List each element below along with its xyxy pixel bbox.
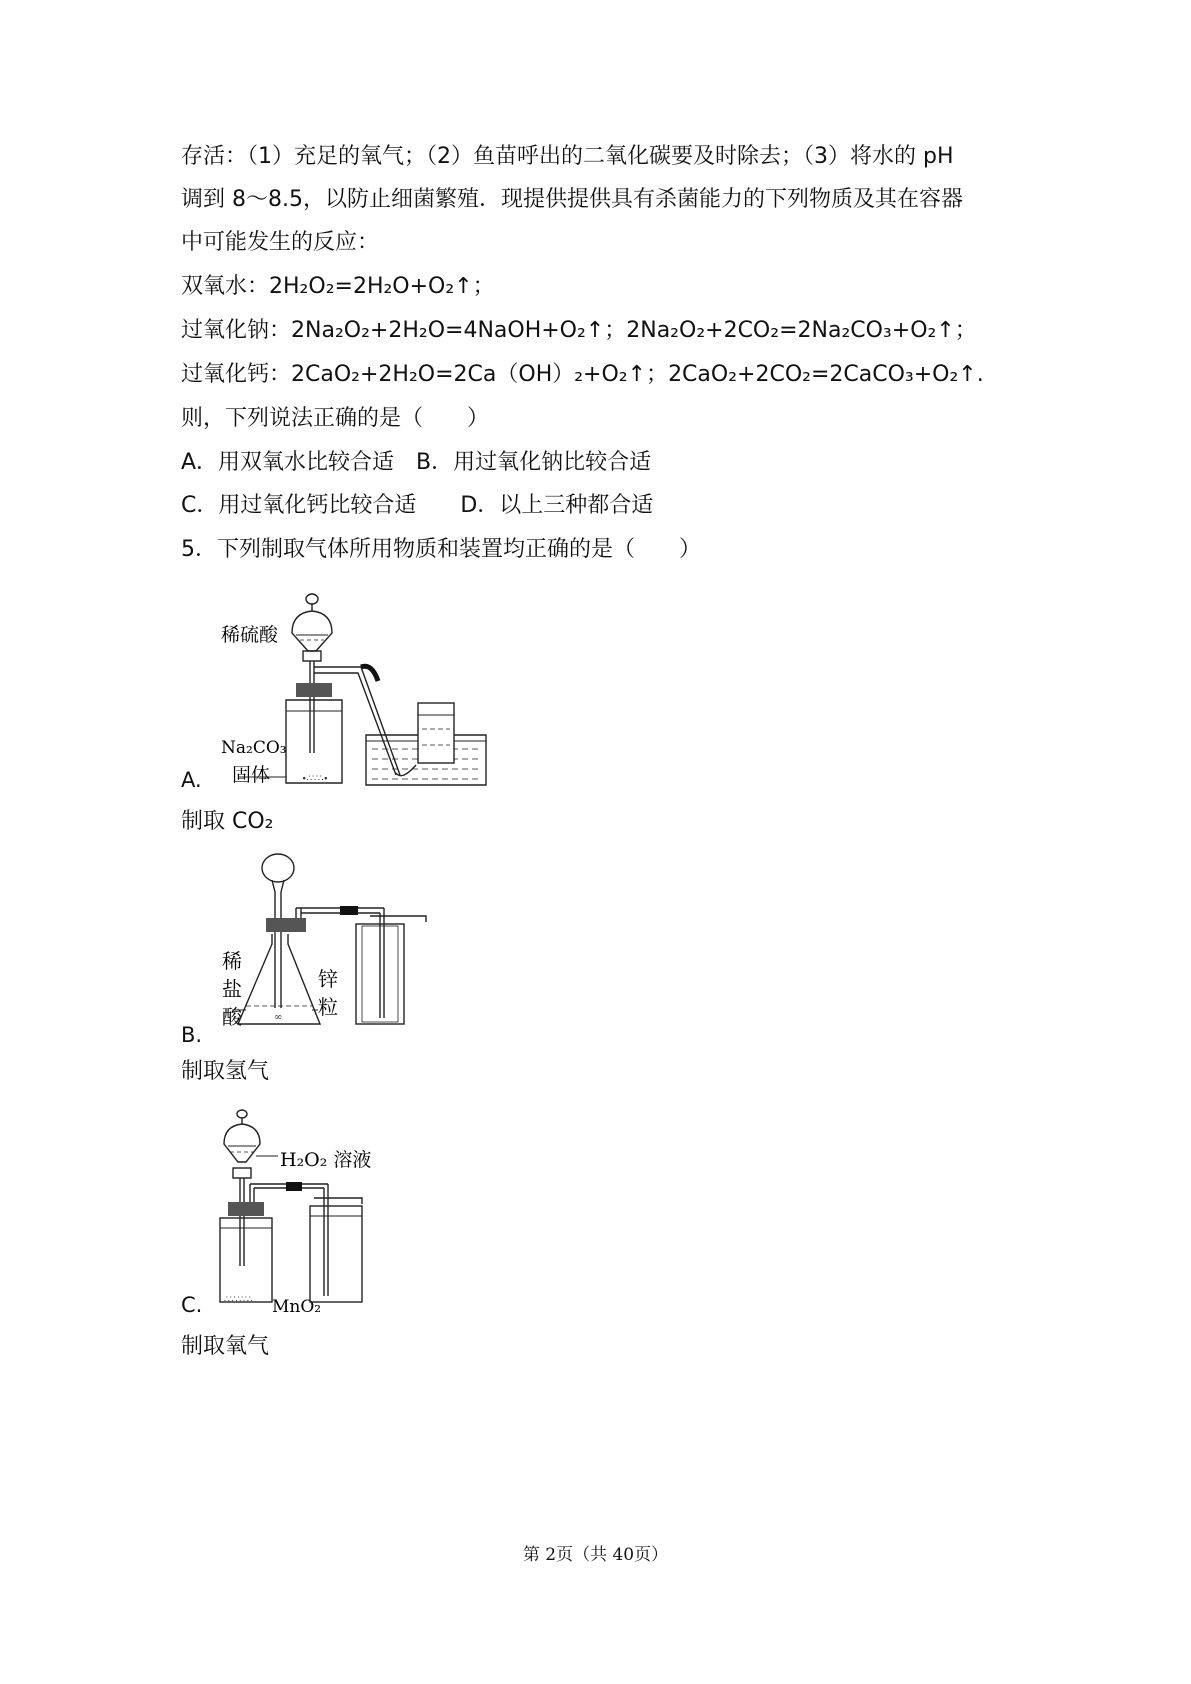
option-c-letter: C. bbox=[181, 1293, 203, 1317]
svg-text:∙∴∵∴∙: ∙∴∵∴∙ bbox=[302, 774, 329, 784]
paragraph-line-2: 调到 8～8.5，以防止细菌繁殖．现提供提供具有杀菌能力的下列物质及其在容器 bbox=[181, 187, 963, 212]
paragraph-line-1: 存活：（1）充足的氧气；（2）鱼苗呼出的二氧化碳要及时除去；（3）将水的 pH bbox=[181, 144, 954, 169]
reaction-na2o2-label: 过氧化钠： bbox=[181, 318, 292, 343]
label-acid-char-3: 酸 bbox=[222, 1005, 242, 1029]
reaction-cao2 bbox=[181, 360, 984, 390]
label-na2co3: Na₂CO₃ bbox=[221, 738, 287, 758]
svg-text:∞: ∞ bbox=[274, 1012, 283, 1023]
label-zinc-char-2: 粒 bbox=[318, 995, 338, 1019]
label-zinc-char-1: 锌 bbox=[318, 967, 338, 991]
page-footer: 第 2页（共 40页） bbox=[522, 1545, 669, 1565]
label-dilute-sulfuric-acid: 稀硫酸 bbox=[221, 624, 279, 646]
option-b-letter: B. bbox=[181, 1023, 203, 1047]
reaction-cao2-label: 过氧化钙： bbox=[181, 362, 292, 387]
question-5-stem: 5．下列制取气体所用物质和装置均正确的是（ ） bbox=[181, 537, 701, 562]
reaction-h2o2 bbox=[181, 272, 495, 302]
svg-text:∴∵∴∵∴: ∴∵∴∵∴ bbox=[224, 1295, 253, 1305]
reaction-h2o2-equation: 2H₂O₂=2H₂O+O₂↑； bbox=[269, 274, 495, 299]
apparatus-c-figure bbox=[216, 1106, 416, 1316]
label-mno2: MnO₂ bbox=[272, 1297, 322, 1316]
question-4-options-row-1: A．用双氧水比较合适 B．用过氧化钠比较合适 bbox=[181, 450, 652, 475]
reaction-na2o2-equation-2: 2Na₂O₂+2CO₂=2Na₂CO₃+O₂↑； bbox=[626, 318, 977, 343]
option-c-caption: 制取氧气 bbox=[181, 1334, 270, 1359]
question-4-stem: 则，下列说法正确的是（ ） bbox=[181, 406, 490, 431]
question-4-options-row-2: C．用过氧化钙比较合适 D．以上三种都合适 bbox=[181, 493, 654, 518]
label-acid-char-1: 稀 bbox=[222, 949, 242, 973]
reaction-cao2-equation-2: 2CaO₂+2CO₂=2CaCO₃+O₂↑. bbox=[668, 362, 984, 387]
label-acid-char-2: 盐 bbox=[222, 977, 242, 1001]
reaction-h2o2-label: 双氧水： bbox=[181, 274, 270, 299]
apparatus-b-figure bbox=[216, 848, 446, 1058]
paragraph-line-3: 中可能发生的反应： bbox=[181, 230, 380, 255]
option-a-caption: 制取 CO₂ bbox=[181, 809, 274, 834]
reaction-na2o2 bbox=[181, 316, 977, 346]
label-solid: 固体 bbox=[232, 764, 271, 786]
option-a-letter: A. bbox=[181, 768, 202, 792]
option-b-caption: 制取氢气 bbox=[181, 1059, 270, 1084]
reaction-cao2-equation-1: 2CaO₂+2H₂O=2Ca（OH）₂+O₂↑； bbox=[291, 362, 669, 387]
label-h2o2-solution: H₂O₂ 溶液 bbox=[280, 1149, 372, 1171]
apparatus-a-figure bbox=[216, 585, 526, 793]
reaction-na2o2-equation-1: 2Na₂O₂+2H₂O=4NaOH+O₂↑； bbox=[291, 318, 627, 343]
